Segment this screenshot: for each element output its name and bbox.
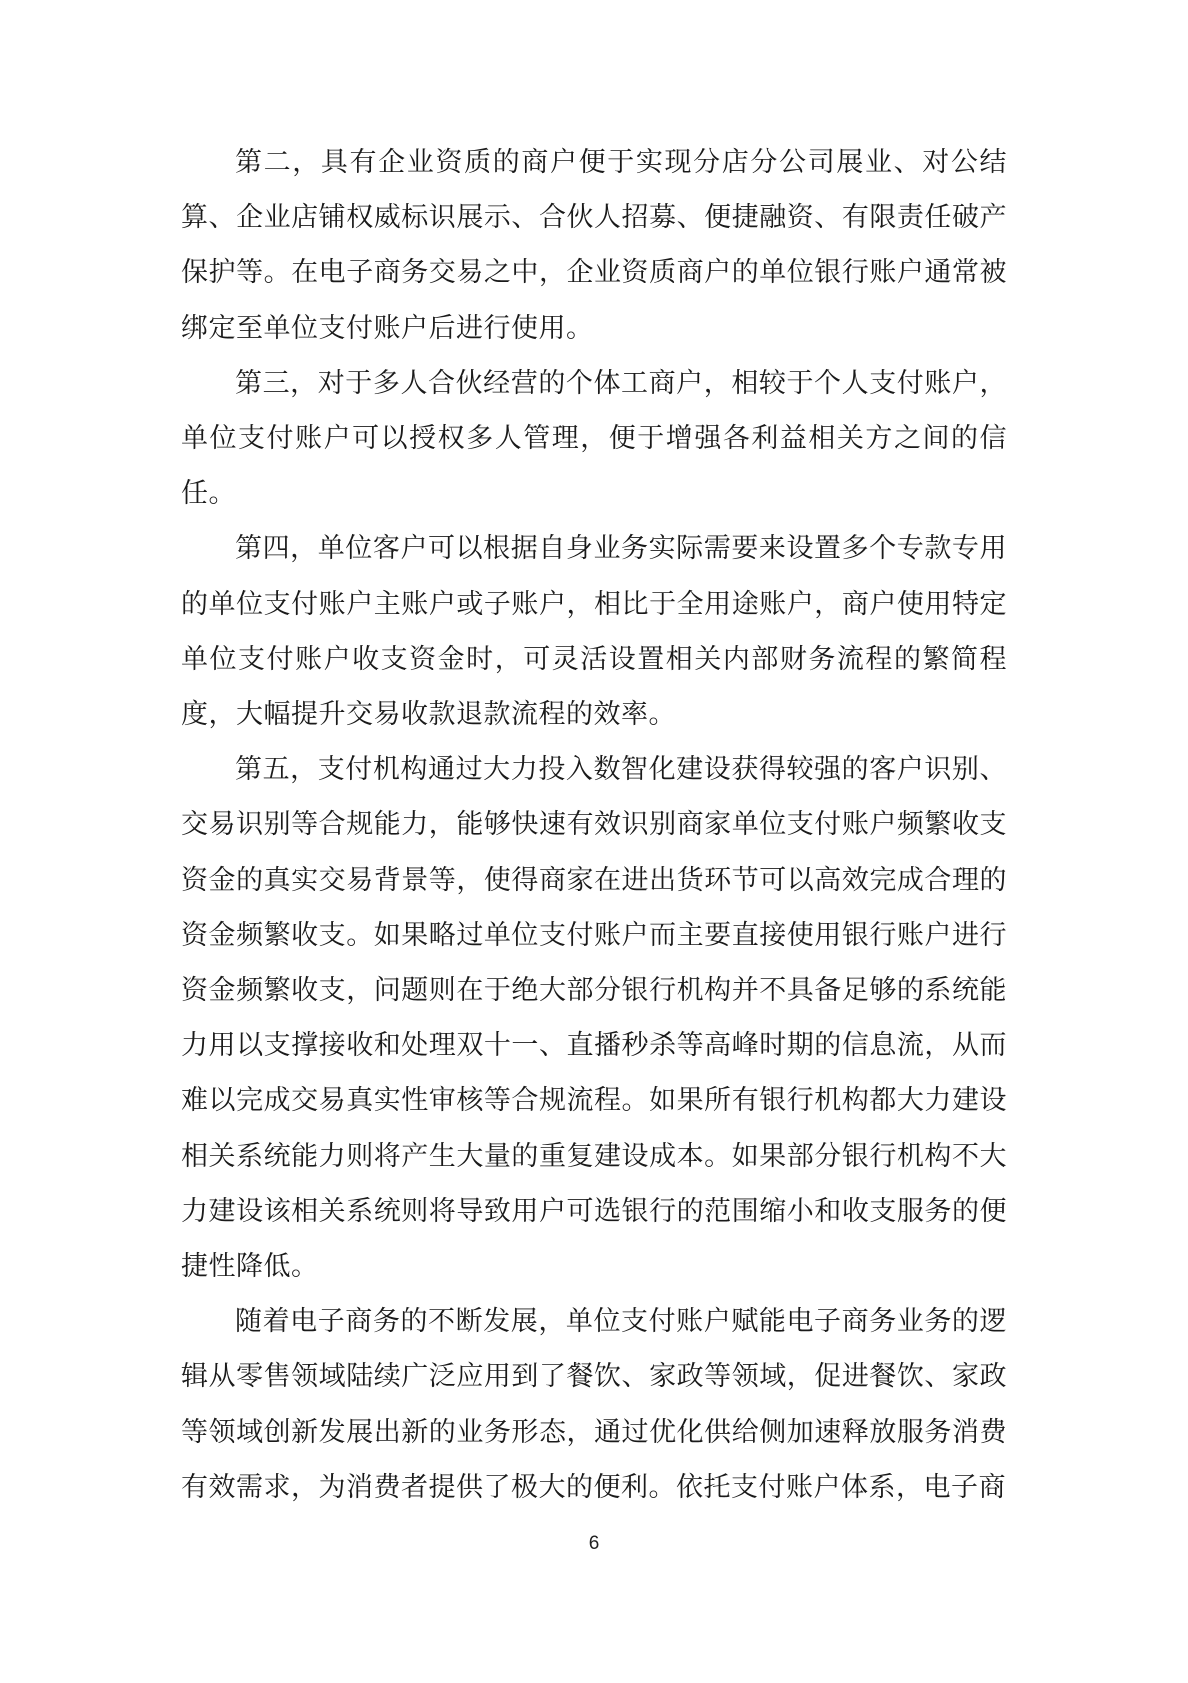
paragraph-fourth: 第四，单位客户可以根据自身业务实际需要来设置多个专款专用的单位支付账户主账户或子账户，相比于全用途账户，商户使用特定单位支付账户收支资金时，可灵活设置相关内部财务流程的繁简程度，大幅提升交易收款退款流程的效率。: [181, 533, 1007, 731]
paragraph-second: 第二，具有企业资质的商户便于实现分店分公司展业、对公结算、企业店铺权威标识展示、合伙人招募、便捷融资、有限责任破产保护等。在电子商务交易之中，企业资质商户的单位银行账户通常被绑定至单位支付账户后进行使用。: [181, 147, 1007, 344]
body-text: [181, 135, 1007, 1515]
paragraph-development: 随着电子商务的不断发展，单位支付账户赋能电子商务业务的逻辑从零售领域陆续广泛应用到了餐饮、家政等领域，促进餐饮、家政等领域创新发展出新的业务形态，通过优化供给侧加速释放服务消费有效需求，为消费者提供了极大的便利。依托支付账户体系，电子商: [181, 1306, 1007, 1503]
paragraph-fifth: 第五，支付机构通过大力投入数智化建设获得较强的客户识别、交易识别等合规能力，能够快速有效识别商家单位支付账户频繁收支资金的真实交易背景等，使得商家在进出货环节可以高效完成合理的资金频繁收支。如果略过单位支付账户而主要直接使用银行账户进行资金频繁收支，问题则在于绝大部分银行机构并不具备足够的系统能力用以支撑接收和处理双十一、直播秒杀等高峰时期的信息流，从而难以完成交易真实性审核等合规流程。如果所有银行机构都大力建设相关系统能力则将产生大量的重复建设成本。如果部分银行机构不大力建设该相关系统则将导致用户可选银行的范围缩小和收支服务的便捷性降低。: [181, 754, 1007, 1283]
paragraph-third: 第三，对于多人合伙经营的个体工商户，相较于个人支付账户，单位支付账户可以授权多人管理，便于增强各利益相关方之间的信任。: [181, 367, 1007, 510]
page-number: 6: [588, 1533, 600, 1554]
